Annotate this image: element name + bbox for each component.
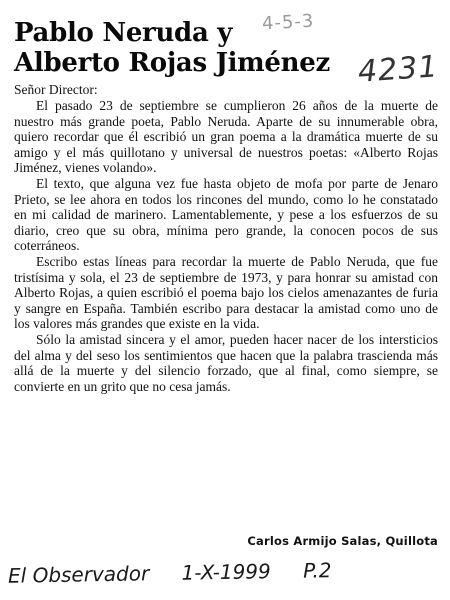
archive-stamp: 4-5-3 [261,10,315,35]
source-name: El Observador [7,561,150,588]
paragraph: Escribo estas líneas para recordar la muerte de Pablo Neruda, que fue tristísima y sola, el 23 de septiembre de 1973, y para honrar su amistad con Alberto Rojas, a quien escribió el poema bajo los cielos amenazantes de furia y sangre en España. También escribo para destacar la amistad como uno de los valores más grandes que existe en la vida. [14,253,438,332]
article-body [14,98,438,394]
paragraph: El pasado 23 de septiembre se cumplieron 26 años de la muerte de nuestro más grande poeta, Pablo Neruda. Aparte de su innumerable obra, quiero recordar que él escribió un gran poema a la dramática muerte de su amigo y el más quillotano y universal de nuestros poetas: «Alberto Rojas Jiménez, vienes volando». [14,98,438,176]
signature: Carlos Armijo Salas, Quillota [247,534,438,548]
paragraph: El texto, que alguna vez fue hasta objeto de mofa por parte de Jenaro Prieto, se lee ahora en todos los rincones del mundo, como lo he constatado en mi calidad de marinero. Lamentablemente, y pese a los esfuerzos de su diario, creo que su obra, mínima pero grande, la conocen pocos de sus coterráneos. [14,175,438,254]
article-title [14,18,374,78]
source-date: 1-X-1999 [181,559,271,585]
salutation: Señor Director: [14,82,98,97]
paragraph: Sólo la amistad sincera y el amor, pueden hacer nacer de los intersticios del alma y del seso los sentimientos que hacen que la palabra trascienda más allá de la muerte y del silencio forzado, que al final, como siempre, se convierte en un grito que no cesa jamás. [14,331,438,394]
handwritten-source-note [8,556,438,588]
title-line-2: Alberto Rojas Jiménez [14,48,330,78]
source-page: P.2 [302,558,332,583]
handwritten-number: 4231 [356,49,440,90]
title-line-1: Pablo Neruda y [14,18,233,48]
